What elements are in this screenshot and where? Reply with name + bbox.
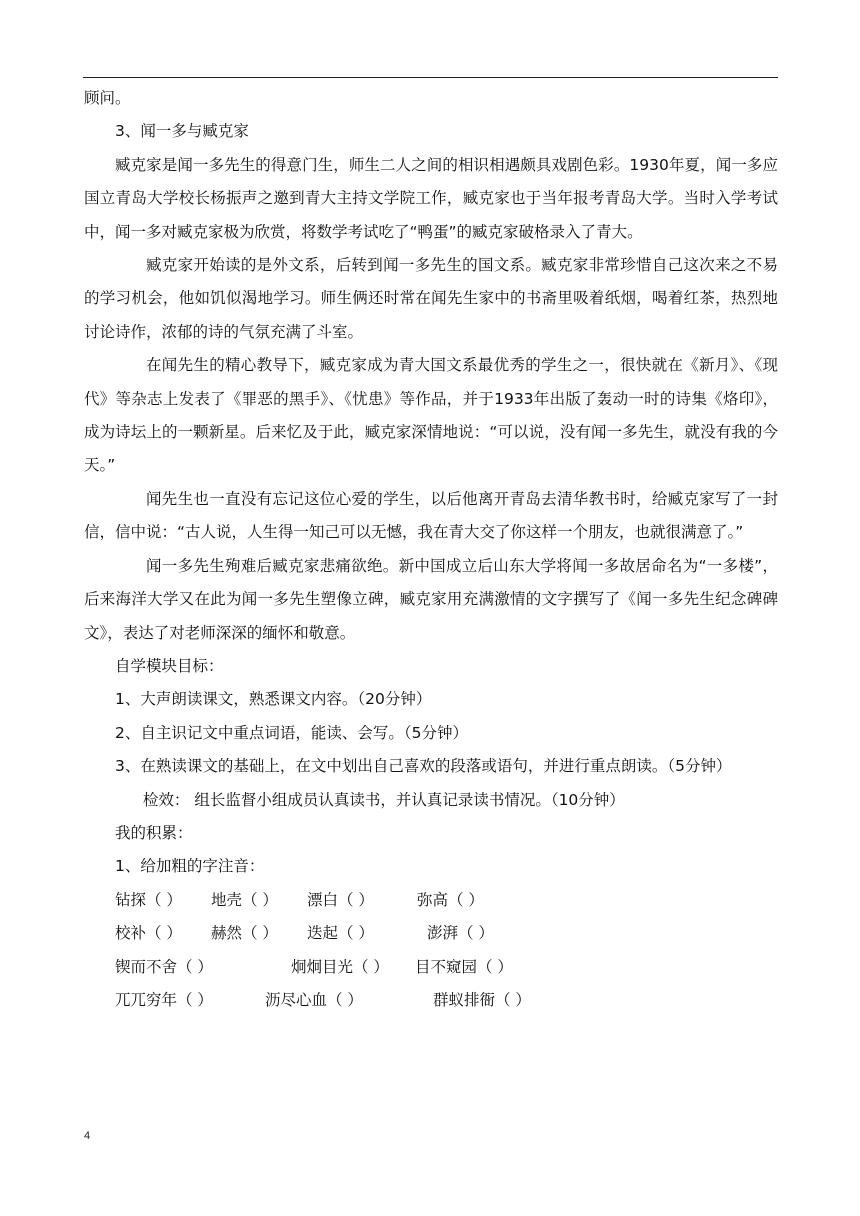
paragraph: 闻一多先生殉难后臧克家悲痛欲绝。新中国成立后山东大学将闻一多故居命名为“一多楼”，后来海洋大学又在此为闻一多先生塑像立碑，臧克家用充满激情的文字撰写了《闻一多先生纪念碑碑文》，表达了对老师深深的缅怀和敬意。 (84, 556, 778, 642)
pinyin-row (84, 917, 778, 950)
paragraph: 臧克家开始读的是外文系，后转到闻一多先生的国文系。臧克家非常珍惜自己这次来之不易的学习机会，他如饥似渴地学习。师生俩还时常在闻先生家中的书斋里吸着纸烟，喝着红茶，热烈地讨论诗作，浓郁的诗的气氛充满了斗室。 (84, 256, 778, 341)
accumulation-task: 1、给加粗的字注音： (115, 857, 265, 876)
pinyin-item: 弥高（ ） (417, 890, 484, 909)
pinyin-item: 钻探（ ） (115, 890, 182, 909)
pinyin-item: 澎湃（ ） (427, 924, 494, 943)
pinyin-item: 沥尽心血（ ） (265, 990, 363, 1009)
pinyin-item: 迭起（ ） (307, 924, 374, 943)
pinyin-row (84, 884, 778, 917)
pinyin-row (84, 984, 778, 1017)
pinyin-item: 锲而不舍（ ） (115, 957, 213, 976)
accumulation-heading: 我的积累： (115, 823, 193, 842)
paragraph: 在闻先生的精心教导下，臧克家成为青大国文系最优秀的学生之一，很快就在《新月》、《现代》等杂志上发表了《罪恶的黑手》、《忧患》等作品，并于1933年出版了轰动一时的诗集《烙印》，成为诗坛上的一颗新星。后来忆及于此，臧克家深情地说：“可以说，没有闻一多先生，就没有我的今天。” (84, 356, 778, 475)
paragraph: 臧克家是闻一多先生的得意门生，师生二人之间的相识相遇颇具戏剧色彩。1930年夏，闻一多应国立青岛大学校长杨振声之邀到青大主持文学院工作，臧克家也于当年报考青岛大学。当时入学考试中，闻一多对臧克家极为欣赏，将数学考试吃了“鸭蛋”的臧克家破格录入了青大。 (84, 155, 778, 241)
section-heading: 3、闻一多与臧克家 (115, 122, 249, 141)
document-body (84, 82, 778, 1017)
check-instruction: 检效： 组长监督小组成员认真读书，并认真记录读书情况。（10分钟） (142, 790, 625, 809)
self-study-heading: 自学模块目标： (115, 656, 224, 675)
header-rule (83, 77, 778, 78)
pinyin-item: 漂白（ ） (307, 890, 374, 909)
pinyin-item: 地壳（ ） (211, 890, 278, 909)
pinyin-item: 兀兀穷年（ ） (115, 990, 213, 1009)
page-number: 4 (84, 1130, 91, 1142)
pinyin-item: 群蚁排衙（ ） (433, 990, 531, 1009)
paragraph: 闻先生也一直没有忘记这位心爱的学生，以后他离开青岛去清华教书时，给臧克家写了一封信，信中说：“古人说，人生得一知己可以无憾，我在青大交了你这样一个朋友，也就很满意了。” (84, 489, 778, 542)
pinyin-item: 炯炯目光（ ） (291, 957, 389, 976)
self-study-goal: 1、大声朗读课文，熟悉课文内容。（20分钟） (115, 690, 432, 709)
pinyin-row (84, 951, 778, 984)
pinyin-item: 赫然（ ） (211, 924, 278, 943)
self-study-goal: 2、自主识记文中重点词语，能读、会写。（5分钟） (115, 723, 468, 742)
self-study-goal: 3、在熟读课文的基础上，在文中划出自己喜欢的段落或语句，并进行重点朗读。（5分钟） (115, 757, 732, 776)
pinyin-item: 校补（ ） (115, 924, 182, 943)
pinyin-item: 目不窥园（ ） (415, 957, 513, 976)
intro-tail: 顾问。 (84, 89, 131, 107)
